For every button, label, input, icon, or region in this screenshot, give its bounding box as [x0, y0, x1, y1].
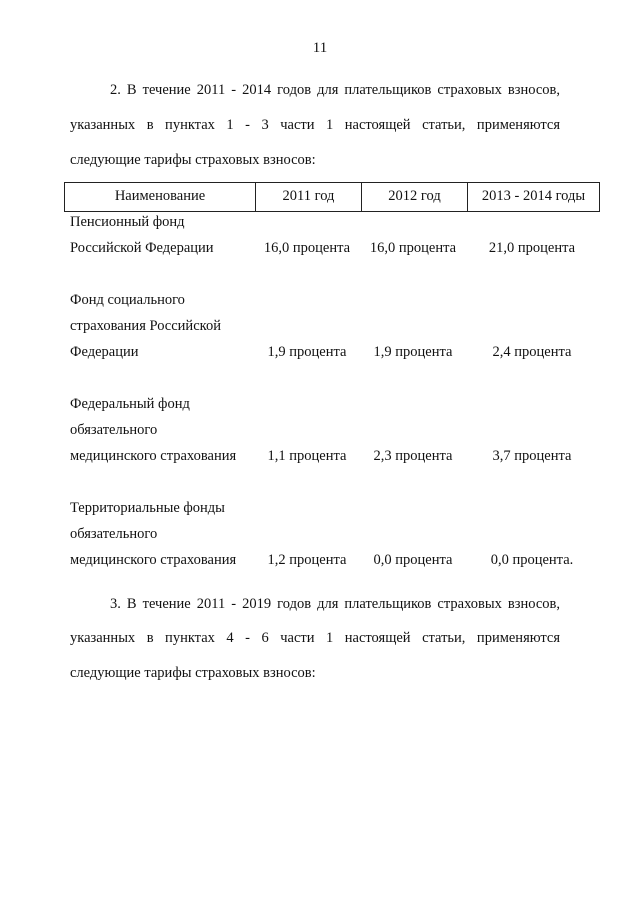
paragraph-2-line-2: указанных в пунктах 1 - 3 части 1 настоящей статьи, применяются [70, 117, 560, 133]
table-cell-value: 1,2 процента [267, 552, 347, 568]
table-cell-value: 16,0 процента [369, 240, 457, 256]
row-name-line: медицинского страхования [70, 552, 237, 568]
header-name: Наименование [114, 188, 206, 204]
row-name-line: страхования Российской [70, 318, 221, 334]
paragraph-2-line-1: 2. В течение 2011 - 2014 годов для плательщиков страховых взносов, [110, 82, 560, 98]
table-cell-value: 3,7 процента [492, 448, 572, 464]
table-cell-value: 0,0 процента. [490, 552, 574, 568]
page-number: 11 [312, 40, 328, 56]
table-cell-value: 2,4 процента [492, 344, 572, 360]
row-name-line: Фонд социального [70, 292, 185, 308]
paragraph-3-line-1: 3. В течение 2011 - 2019 годов для плательщиков страховых взносов, [110, 596, 560, 612]
table-cell-value: 0,0 процента [373, 552, 453, 568]
header-2011: 2011 год [255, 183, 361, 211]
paragraph-3-line-2: указанных в пунктах 4 - 6 части 1 настоящей статьи, применяются [70, 630, 560, 646]
table-header [64, 182, 600, 212]
header-2012: 2012 год [361, 183, 467, 211]
row-name-line: обязательного [70, 526, 158, 542]
table-cell-value: 1,9 процента [373, 344, 453, 360]
table-cell-value: 21,0 процента [488, 240, 576, 256]
paragraph-3-line-3: следующие тарифы страховых взносов: [70, 665, 316, 681]
row-name-line: Территориальные фонды [70, 500, 225, 516]
header-2013-2014: 2013 - 2014 годы [467, 183, 599, 211]
row-name-line: медицинского страхования [70, 448, 237, 464]
row-name-line: Пенсионный фонд [70, 214, 185, 230]
row-name-line: Федерации [70, 344, 139, 360]
row-name-line: Российской Федерации [70, 240, 214, 256]
row-name-line: Федеральный фонд [70, 396, 190, 412]
row-name-line: обязательного [70, 422, 158, 438]
table-cell-value: 16,0 процента [263, 240, 351, 256]
table-cell-value: 1,1 процента [267, 448, 347, 464]
paragraph-2-line-3: следующие тарифы страховых взносов: [70, 152, 316, 168]
table-cell-value: 1,9 процента [267, 344, 347, 360]
table-cell-value: 2,3 процента [373, 448, 453, 464]
